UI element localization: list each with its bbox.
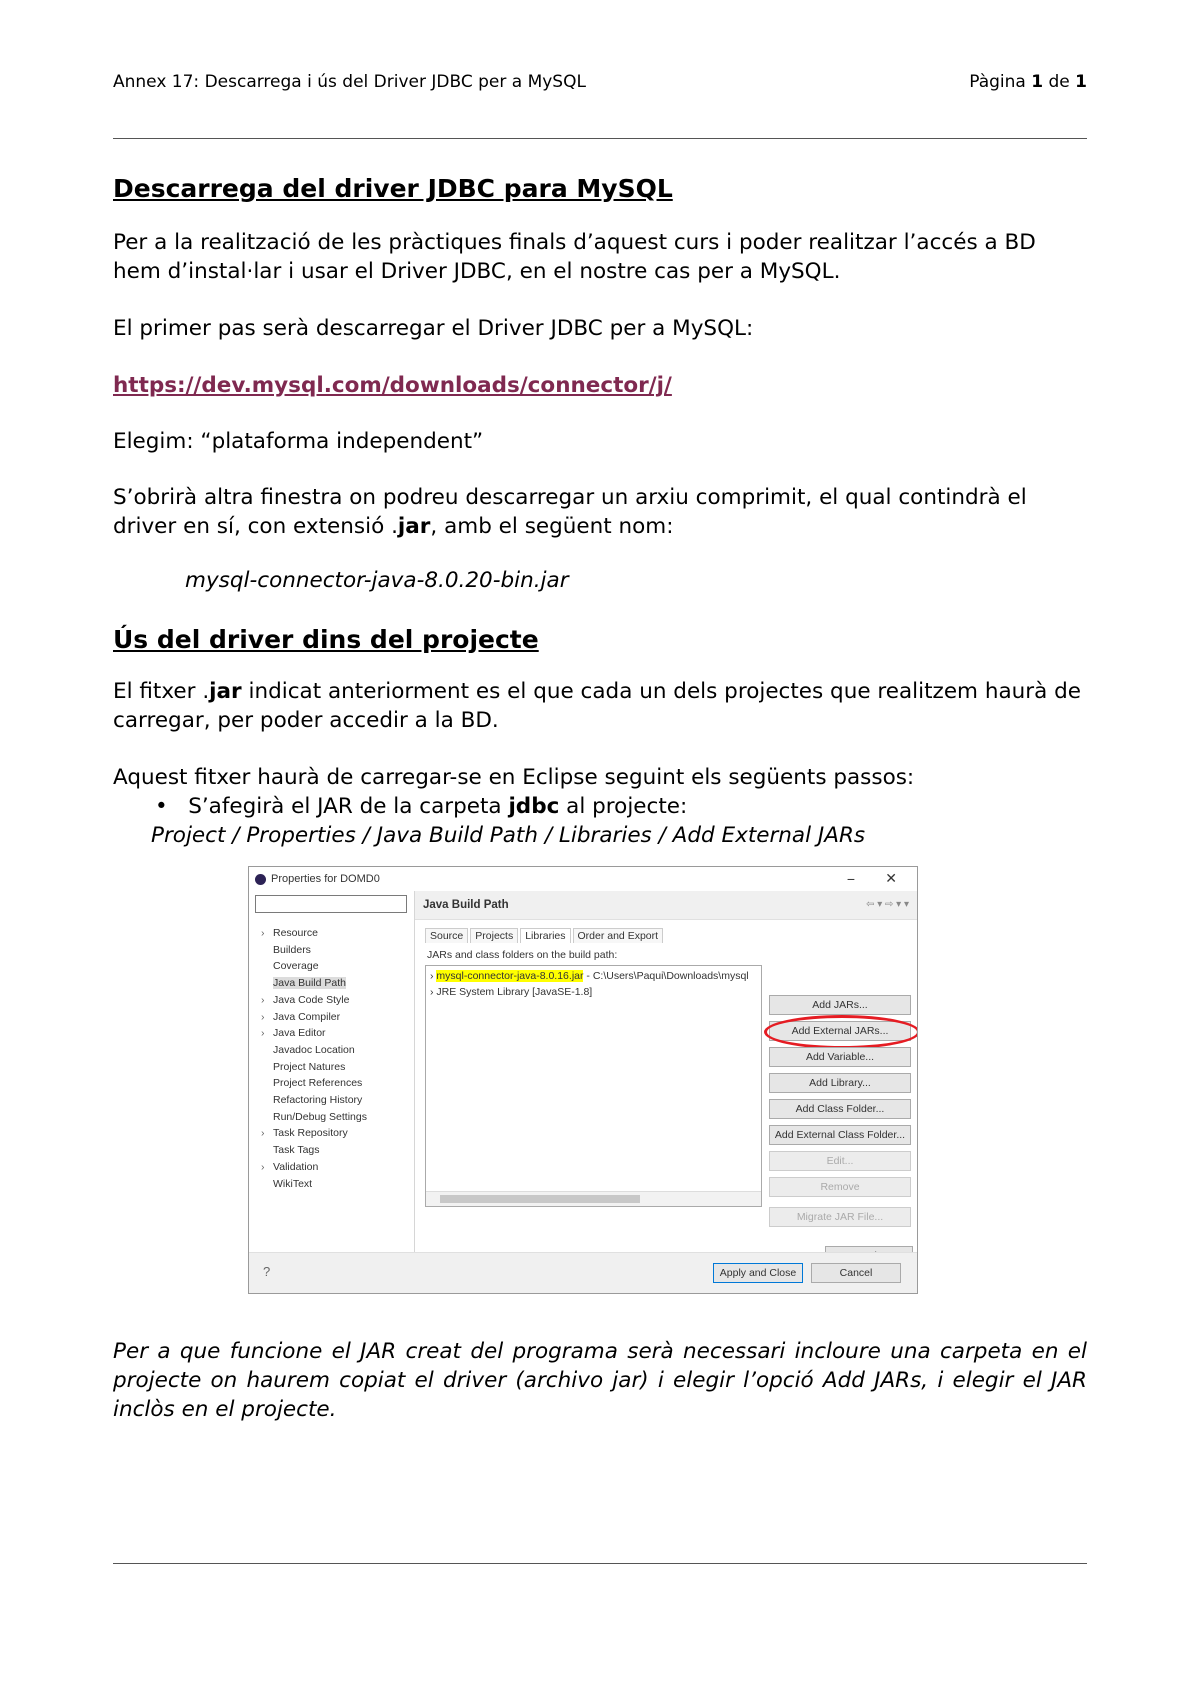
tree-item[interactable]: › Java Editor [261, 1027, 326, 1040]
add-library-button[interactable]: Add Library... [769, 1073, 911, 1093]
menu-path: Project / Properties / Java Build Path / Libraries / Add External JARs [151, 823, 866, 848]
jar-list[interactable] [425, 965, 762, 1207]
tree-item[interactable]: Javadoc Location [273, 1043, 355, 1056]
horizontal-scrollbar[interactable] [426, 1191, 761, 1206]
build-path-tabs [425, 928, 665, 943]
build-path-buttons [769, 995, 911, 1233]
add-external-class-folder-button[interactable]: Add External Class Folder... [769, 1125, 911, 1145]
dialog-titlebar [249, 867, 917, 891]
panel-title: Java Build Path ⇦ ▾ ⇨ ▾ ▾ [415, 891, 917, 920]
section1-paragraph-3: Elegim: “plataforma independent” [113, 429, 484, 454]
edit-button[interactable]: Edit... [769, 1151, 911, 1171]
tree-item[interactable]: › Java Compiler [261, 1010, 341, 1023]
tree-item[interactable]: Project Natures [273, 1060, 346, 1073]
jar-entry[interactable]: › mysql-connector-java-8.0.16.jar - C:\Users\Paqui\Downloads\mysql [430, 970, 749, 982]
section1-paragraph-2: El primer pas serà descarregar el Driver JDBC per a MySQL: [113, 316, 754, 341]
tab-source[interactable]: Source [425, 928, 468, 943]
page-header [113, 72, 1087, 92]
document-body [113, 172, 1087, 850]
section2-heading: Ús del driver dins del projecte [113, 625, 539, 654]
apply-and-close-button[interactable]: Apply and Close [713, 1263, 803, 1283]
tree-item[interactable]: Task Tags [273, 1144, 320, 1157]
tab-order-export[interactable]: Order and Export [573, 928, 664, 943]
section1-paragraph-1: Per a la realització de les pràctiques finals d’aquest curs i poder realitzar l’accés a BD hem d’instal·lar i usar el Driver JDBC, en el nostre cas per a MySQL. [113, 230, 1036, 284]
jar-list-label: JARs and class folders on the build path: [427, 949, 618, 961]
cancel-button[interactable]: Cancel [811, 1263, 901, 1283]
tree-item[interactable]: Run/Debug Settings [273, 1110, 367, 1123]
build-path-pane [415, 891, 917, 1253]
page-number: Pàgina 1 de 1 [969, 72, 1087, 92]
tree-item[interactable]: WikiText [273, 1177, 313, 1190]
migrate-jar-button[interactable]: Migrate JAR File... [769, 1207, 911, 1227]
eclipse-icon [255, 874, 266, 885]
download-link[interactable]: https://dev.mysql.com/downloads/connector/j/ [113, 373, 672, 398]
minimize-icon[interactable]: − [846, 871, 855, 887]
help-icon[interactable]: ? [263, 1264, 271, 1279]
tab-projects[interactable]: Projects [470, 928, 518, 943]
tab-libraries[interactable]: Libraries [520, 928, 570, 943]
tree-item[interactable]: › Java Code Style [261, 993, 350, 1006]
filter-input[interactable] [255, 895, 407, 913]
footer-divider [113, 1563, 1087, 1564]
header-title: Annex 17: Descarrega i ús del Driver JDBC per a MySQL [113, 72, 586, 92]
note-section [113, 1337, 1087, 1424]
tree-item[interactable]: Coverage [273, 960, 319, 973]
tree-item-selected[interactable]: Java Build Path [273, 977, 346, 990]
property-tree-pane [249, 891, 415, 1253]
section2-paragraph-2: Aquest fitxer haurà de carregar-se en Eclipse seguint els següents passos: [113, 765, 915, 790]
header-divider [113, 138, 1087, 139]
tree-item[interactable]: › Validation [261, 1160, 319, 1173]
tree-item[interactable]: › Resource [261, 927, 318, 939]
tree-item[interactable]: Refactoring History [273, 1094, 363, 1107]
section2-paragraph-1: El fitxer .jar indicat anteriorment es el que cada un dels projectes que realitzem haurà de carregar, per poder accedir a la BD. [113, 679, 1081, 733]
dialog-title: Properties for DOMD0 [271, 873, 380, 885]
red-highlight-oval [764, 1015, 918, 1049]
section1-paragraph-4: S’obrirà altra finestra on podreu descarregar un arxiu comprimit, el qual contindrà el driver en sí, con extensió .jar, amb el següent nom: [113, 485, 1027, 539]
tree-item[interactable]: Builders [273, 943, 311, 956]
add-variable-button[interactable]: Add Variable... [769, 1047, 911, 1067]
add-external-jars-button[interactable]: Add External JARs... [769, 1021, 911, 1041]
remove-button[interactable]: Remove [769, 1177, 911, 1197]
jar-filename: mysql-connector-java-8.0.20-bin.jar [185, 568, 569, 593]
tree-item[interactable]: › Task Repository [261, 1127, 348, 1140]
navigation-arrows-icon[interactable]: ⇦ ▾ ⇨ ▾ ▾ [866, 899, 909, 910]
add-jars-button[interactable]: Add JARs... [769, 995, 911, 1015]
property-tree [261, 925, 367, 1192]
close-icon[interactable]: ✕ [885, 870, 897, 886]
note-paragraph: Per a que funcione el JAR creat del programa serà necessari incloure una carpeta en el projecte on haurem copiat el driver (archivo jar) i elegir l’opció Add JARs, i elegir el JAR inclòs en el projecte. [113, 1339, 1087, 1422]
bullet-item: • S’afegirà el JAR de la carpeta jdbc al projecte: [155, 794, 688, 819]
eclipse-properties-dialog [248, 866, 918, 1294]
dialog-footer [249, 1252, 917, 1293]
add-class-folder-button[interactable]: Add Class Folder... [769, 1099, 911, 1119]
jre-entry[interactable]: › JRE System Library [JavaSE-1.8] [430, 986, 593, 998]
section1-heading: Descarrega del driver JDBC para MySQL [113, 174, 673, 203]
tree-item[interactable]: Project References [273, 1077, 363, 1090]
